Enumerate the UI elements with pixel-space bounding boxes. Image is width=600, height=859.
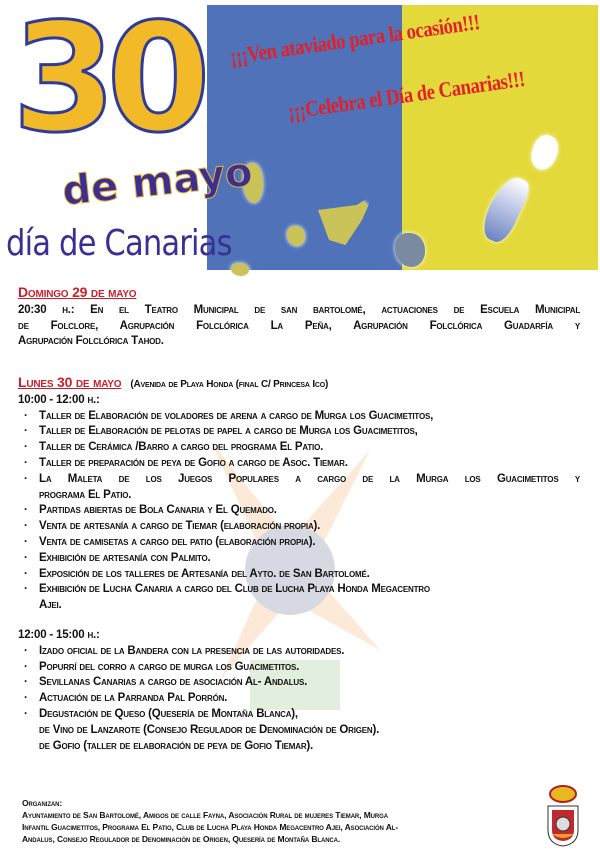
list-item-continuation: de Gofio (taller de elaboración de peya de Gofio Tiemar). <box>39 739 314 752</box>
list-item: Popurrí del corro a cargo de murga los Guacimetitos. <box>39 660 300 673</box>
list-item: Actuación de la Parranda Pal Porrón. <box>39 692 228 705</box>
organizers-label: Organizan: <box>22 798 63 808</box>
list-item: Venta de artesanía a cargo de Tiemar (elaboración propia). <box>39 520 321 533</box>
title-month: de mayo <box>60 149 255 215</box>
organizers-line: Infantil Guacimetitos, Programa El Patio, Club de Lucha Playa Honda Megacentro Ajei, Asociación Al- <box>22 822 399 832</box>
title-number: 30 <box>12 0 201 166</box>
list-item: La Maleta de los Juegos Populares a cargo de la Murga los Guacimetitos y <box>39 472 580 485</box>
list-item: Exhibición de artesanía con Palmito. <box>39 551 211 564</box>
island-gran-canaria <box>395 233 425 267</box>
block1-time: 10:00 - 12:00 h.: <box>18 393 100 406</box>
domingo-section <box>18 285 580 350</box>
list-item-continuation: programa El Patio. <box>39 488 132 501</box>
island-el-hierro <box>231 263 249 276</box>
list-item: Exhibición de Lucha Canaria a cargo del Club de Lucha Playa Honda Megacentro <box>39 583 430 596</box>
coat-of-arms-icon <box>542 784 584 848</box>
list-item: Exposición de los talleres de Artesanía del Ayto. de San Bartolomé. <box>39 567 370 580</box>
domingo-line: 20:30 h.: En el Teatro Municipal de san bartolomé, actuaciones de Escuela Municipal <box>18 303 580 316</box>
island-la-gomera <box>287 226 305 246</box>
list-item: Venta de camisetas a cargo del patio (elaboración propia). <box>39 535 316 548</box>
lunes-heading: Lunes 30 de mayo <box>18 374 122 390</box>
lunes-location: (Avenida de Playa Honda (final C/ Princesa Ico) <box>130 379 329 390</box>
list-item: Taller de preparación de peya de Gofio a cargo de Asoc. Tiemar. <box>39 456 348 469</box>
list-item: Sevillanas Canarias a cargo de asociación Al- Andalus. <box>39 676 308 689</box>
list-item: Taller de Cerámica /Barro a cargo del programa El Patio. <box>39 441 324 454</box>
list-item-continuation: de Vino de Lanzarote (Consejo Regulador de Denominación de Origen). <box>39 723 380 736</box>
domingo-line: de Folclore, Agrupación Folclórica La Peña, Agrupación Folclórica Guadarfía y <box>18 319 580 332</box>
list-item: Izado oficial de la Bandera con la presencia de las autoridades. <box>39 644 345 657</box>
organizers-line: Andalus, Consejo Regulador de Denominación de Origen, Quesería de Montaña Blanca. <box>22 834 341 844</box>
domingo-line: Agrupación Folclórica Tahod. <box>18 335 164 348</box>
list-item: Degustación de Queso (Quesería de Montaña Blanca), <box>39 707 298 720</box>
block2-time: 12:00 - 15:00 h.: <box>18 628 100 641</box>
list-item: Taller de Elaboración de voladores de arena a cargo de Murga los Guacimetitos, <box>39 409 434 422</box>
list-item: Partidas abiertas de Bola Canaria y El Quemado. <box>39 504 277 517</box>
domingo-heading: Domingo 29 de mayo <box>18 284 137 300</box>
lunes-section: Lunes 30 de mayo (Avenida de Playa Honda (final C/ Princesa Ico) 10:00 - 12:00 h.: · Taller de Elaboración de voladores de arena a cargo de Murga los Guacimetitos, · Taller de Elaboración de pelotas de papel a cargo de Murga los Guacimetitos, · Taller de Cerámica /Barro a cargo del programa El Patio. · Taller de preparación de peya de Gofio a cargo de Asoc. Tiemar. · La Maleta de los Juegos Populares a cargo de la Murga los Guacimetitos y programa El Patio. · Partidas abiertas de Bola Canaria y El Quemado. · Venta de artesanía a cargo de Tiemar (elaboración propia). · Venta de camisetas a cargo del patio (elaboración propia). · Exhibición de artesanía con Palmito. · Exposición de los talleres de Artesanía del Ayto. de San Bartolomé. · Exhibición de Lucha Canaria a cargo del Club de Lucha Playa Honda Megacentro Ajei. 12:00 - 15:00 h.: · Izado oficial de la Bandera con la presencia de las autoridades. · Popurrí del corro a cargo de murga los Guacimetitos. · Sevillanas Canarias a cargo de asociación Al- Andalus. · Actuación de la Parranda Pal Porrón. · Degustación de Queso (Quesería de Montaña Blanca), de Vino de Lanzarote (Consejo Regulador de Denominación de Origen). de Gofio (taller de elaboración de peya de Gofio Tiemar). <box>18 375 580 754</box>
slogan-1: ¡¡¡Ven ataviado para la ocasión!!! <box>228 9 482 69</box>
organizers <box>22 797 534 845</box>
list-item: Taller de Elaboración de pelotas de papel a cargo de Murga los Guacimetitos, <box>39 425 418 438</box>
list-item-continuation: Ajei. <box>39 599 62 612</box>
slogan-2: ¡¡¡Celebra el Día de Canarias!!! <box>286 65 527 124</box>
title-subtitle: día de Canarias <box>6 223 232 264</box>
organizers-line: Ayuntamiento de San Bartolomé, Amigos de calle Fayna, Asociación Rural de mujeres Tiemar, Murga <box>22 810 388 820</box>
